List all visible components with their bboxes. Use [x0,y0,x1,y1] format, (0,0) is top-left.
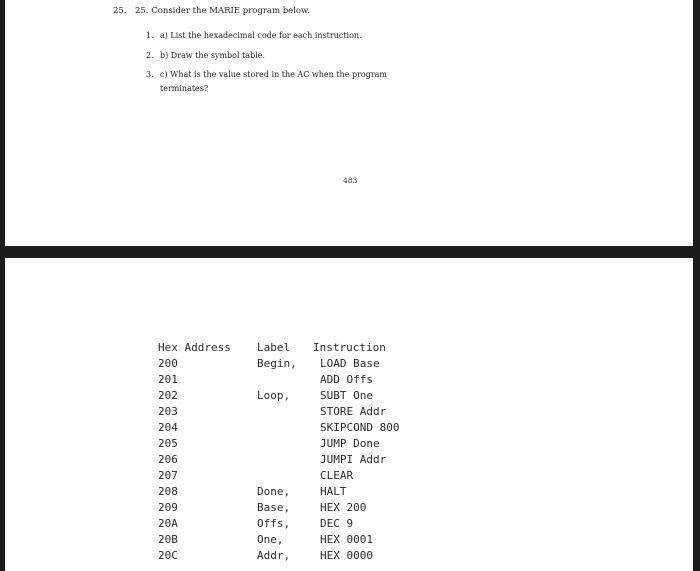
item-number: 2. [146,51,154,60]
item-number: 1. [146,31,154,40]
label: One, [257,533,284,546]
hex-address: 205 [158,437,178,450]
hex-address: 201 [158,373,178,386]
hex-address: 200 [158,357,178,370]
label [257,468,313,484]
table-row [158,548,399,564]
hex-address: 20A [158,517,178,530]
label [257,436,313,452]
table-row [158,484,399,500]
instruction: CLEAR [320,469,354,482]
table-header-row [158,340,399,356]
table-row [158,356,399,372]
instruction: LOAD Base [320,357,380,370]
question-item-a [146,31,362,40]
item-number: 3. [146,70,154,79]
page-top [5,0,693,246]
hex-address: 209 [158,501,178,514]
header-instruction: Instruction [313,341,386,354]
instruction: HALT [320,485,347,498]
item-text: c) What is the value stored in the AC when the program [160,70,388,79]
question-number: 25. [113,6,127,16]
label: Loop, [257,389,291,402]
table-row [158,388,399,404]
instruction: JUMPI Addr [320,453,387,466]
table-row [158,516,399,532]
instruction: JUMP Done [320,437,380,450]
label: Base, [257,501,291,514]
label [257,452,313,468]
instruction: DEC 9 [320,517,354,530]
page-number: 483 [343,176,358,185]
hex-address: 20B [158,533,178,546]
label: Addr, [257,549,291,562]
table-row [158,372,399,388]
hex-address: 202 [158,389,178,402]
label: Begin, [257,357,297,370]
instruction: SUBT One [320,389,373,402]
label [257,404,313,420]
instruction: HEX 200 [320,501,367,514]
table-row [158,532,399,548]
table-row [158,420,399,436]
label: Offs, [257,517,291,530]
question-item-c [146,70,387,79]
instruction: STORE Addr [320,405,387,418]
instruction: HEX 0001 [320,533,373,546]
hex-address: 206 [158,453,178,466]
label [257,372,313,388]
hex-address: 207 [158,469,178,482]
hex-address: 208 [158,485,178,498]
hex-address: 204 [158,421,178,434]
item-text: b) Draw the symbol table. [160,51,266,60]
hex-address: 20C [158,549,178,562]
header-hex-address: Hex Address [158,341,231,354]
instruction: ADD Offs [320,373,373,386]
table-row [158,452,399,468]
item-text: a) List the hexadecimal code for each instruction. [160,31,362,40]
instruction: HEX 0000 [320,549,373,562]
table-row [158,404,399,420]
table-row [158,468,399,484]
page-bottom [5,258,693,571]
table-row [158,500,399,516]
header-label: Label [257,341,291,354]
instruction: SKIPCOND 800 [320,421,400,434]
marie-program-table [158,340,399,564]
question-item-c-continuation: terminates? [160,84,209,93]
hex-address: 203 [158,405,178,418]
question-item-b [146,51,265,60]
table-row [158,436,399,452]
label [257,420,313,436]
label: Done, [257,485,291,498]
question-title: 25. Consider the MARIE program below. [135,6,310,16]
